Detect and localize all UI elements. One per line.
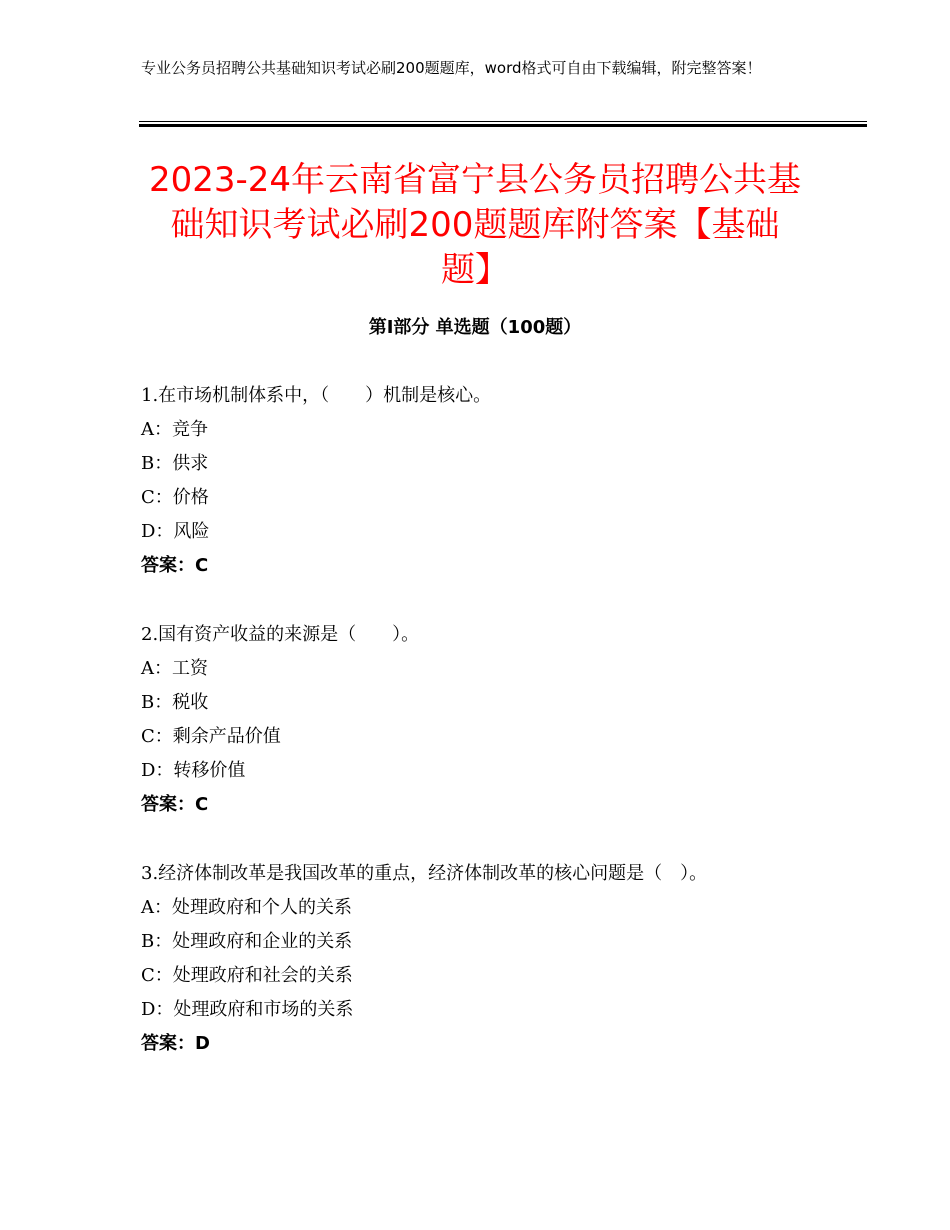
title-line-1: 2023-24年云南省富宁县公务员招聘公共基 <box>148 160 802 200</box>
header-divider-thick <box>139 124 867 127</box>
option-a: A：工资 <box>141 658 208 679</box>
question-stem: 1.在市场机制体系中，（ ）机制是核心。 <box>141 385 492 406</box>
option-d: D：风险 <box>141 521 210 542</box>
title-line-3: 题】 <box>441 250 509 290</box>
question-3 <box>141 857 821 1061</box>
question-2 <box>141 618 821 822</box>
answer-line: 答案：D <box>141 1033 210 1054</box>
title-line-2: 础知识考试必刷200题题库附答案【基础 <box>170 205 780 245</box>
header-divider-thin <box>139 121 867 122</box>
option-b: B：处理政府和企业的关系 <box>141 931 353 952</box>
option-d: D：转移价值 <box>141 760 246 781</box>
option-b: B：供求 <box>141 453 209 474</box>
option-c: C：价格 <box>141 487 209 508</box>
option-d: D：处理政府和市场的关系 <box>141 999 354 1020</box>
answer-line: 答案：C <box>141 794 209 815</box>
question-stem: 3.经济体制改革是我国改革的重点，经济体制改革的核心问题是（ ）。 <box>141 863 708 884</box>
option-c: C：处理政府和社会的关系 <box>141 965 353 986</box>
option-c: C：剩余产品价值 <box>141 726 281 747</box>
question-stem: 2.国有资产收益的来源是（ ）。 <box>141 624 420 645</box>
option-a: A：处理政府和个人的关系 <box>141 897 352 918</box>
document-title <box>100 158 850 293</box>
header-note: 专业公务员招聘公共基础知识考试必刷200题题库，word格式可自由下载编辑，附完整答案！ <box>141 59 762 77</box>
option-a: A：竞争 <box>141 419 208 440</box>
question-1 <box>141 379 821 583</box>
option-b: B：税收 <box>141 692 209 713</box>
section-heading: 第Ⅰ部分 单选题（100题） <box>368 317 582 338</box>
answer-line: 答案：C <box>141 555 209 576</box>
